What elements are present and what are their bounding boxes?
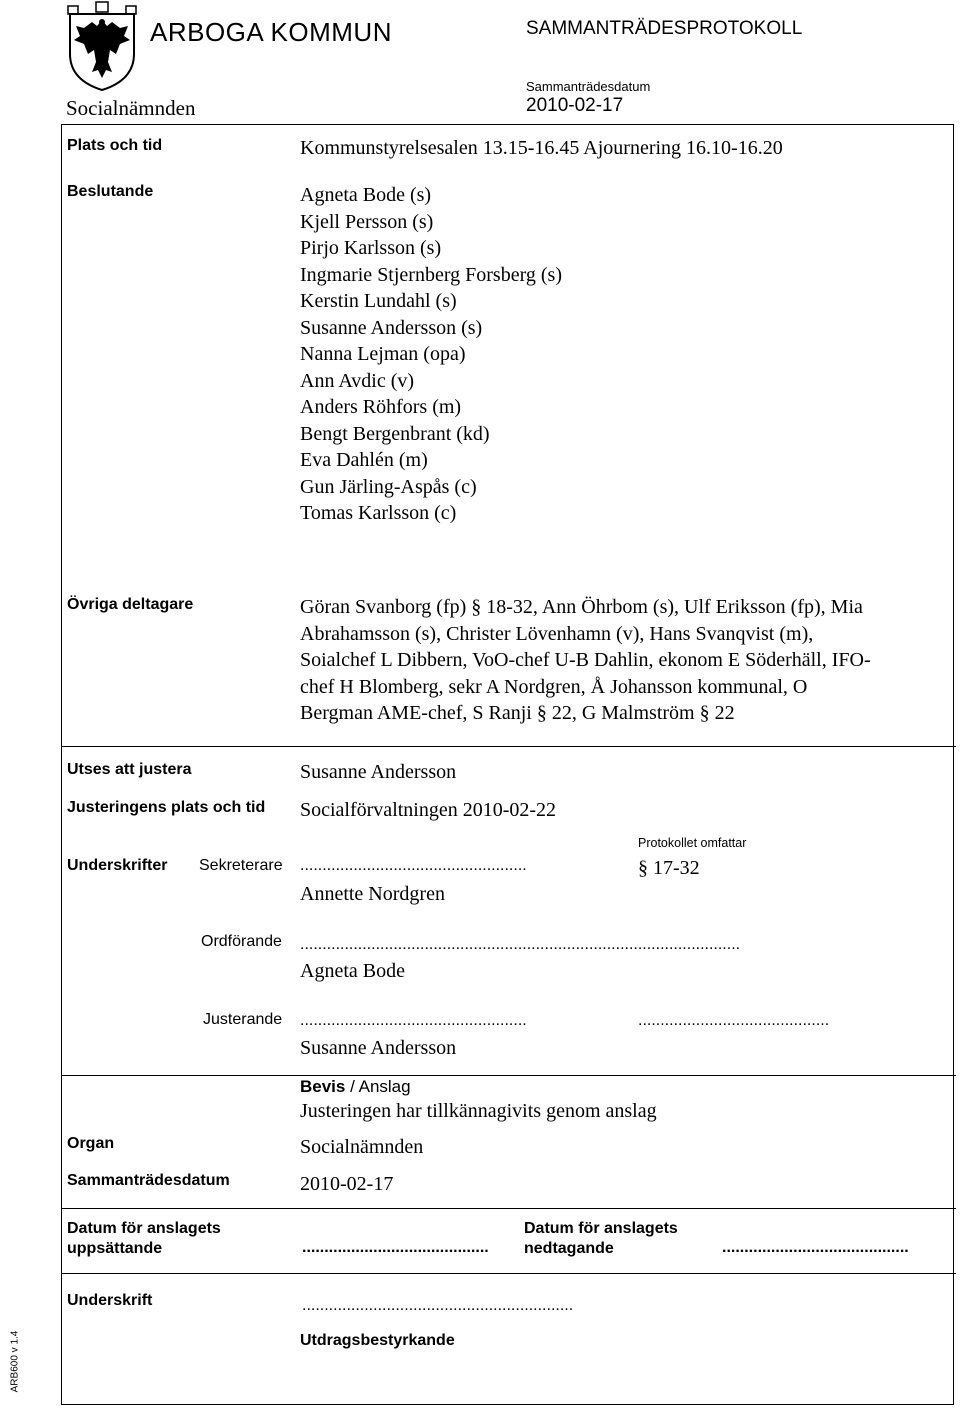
adjuster-label: Justerande — [203, 1011, 283, 1028]
member-item: Nanna Lejman (opa) — [300, 343, 466, 365]
removal-date-label-line: nedtagande — [524, 1240, 614, 1257]
removal-date-label — [524, 1219, 678, 1259]
secretary-name: Annette Nordgren — [300, 883, 445, 905]
removal-date-label-line: Datum för anslagets — [524, 1220, 678, 1237]
member-item: Tomas Karlsson (c) — [300, 502, 457, 524]
member-item: Pirjo Karlsson (s) — [300, 237, 442, 259]
municipal-coat-of-arms — [66, 0, 138, 92]
member-item: Susanne Andersson (s) — [300, 316, 483, 339]
secretary-label: Sekreterare — [199, 857, 283, 874]
section-divider — [61, 1075, 956, 1076]
place-time-label: Plats och tid — [67, 137, 163, 154]
chair-signature-line: ................................................................................................... — [300, 936, 741, 953]
section-divider — [61, 746, 956, 747]
participants-line: Göran Svanborg (fp) § 18-32, Ann Öhrbom (s), Ulf Eriksson (fp), Mia — [300, 596, 863, 618]
chair-name: Agneta Bode — [300, 960, 405, 982]
second-adjuster-signature-line: ........................................... — [638, 1012, 830, 1029]
member-item: Bengt Bergenbrant (kd) — [300, 422, 490, 445]
notice-date: 2010-02-17 — [300, 1173, 394, 1195]
secretary-signature-line: ................................................... — [300, 857, 527, 874]
chair-label: Ordförande — [201, 933, 282, 950]
participants-line: Abrahamsson (s), Christer Lövenhamn (v), Hans Svanqvist (m), — [300, 622, 814, 645]
member-item: Kerstin Lundahl (s) — [300, 290, 457, 312]
notice-date-label: Sammanträdesdatum — [67, 1172, 230, 1189]
adjust-place: Socialförvaltningen 2010-02-22 — [300, 799, 557, 821]
member-item: Anders Röhfors (m) — [300, 396, 462, 418]
members-list — [300, 182, 562, 527]
members-label: Beslutande — [67, 183, 154, 200]
member-item: Eva Dahlén (m) — [300, 449, 428, 471]
posting-date-label-line: uppsättande — [67, 1240, 163, 1257]
posting-date-label-line: Datum för anslagets — [67, 1220, 221, 1237]
adjuster-signature-line: ................................................... — [300, 1012, 527, 1029]
place-time: Kommunstyrelsesalen 13.15-16.45 Ajournering 16.10-16.20 — [300, 137, 783, 159]
form-code: ARB600 v 1.4 — [9, 1330, 21, 1393]
municipality-name: ARBOGA KOMMUN — [150, 17, 392, 47]
signature-line: ............................................................. — [302, 1297, 574, 1314]
extract-certification-label: Utdragsbestyrkande — [300, 1332, 455, 1349]
member-item: Ingmarie Stjernberg Forsberg (s) — [300, 263, 562, 286]
meeting-date-label: Sammanträdesdatum — [526, 79, 651, 94]
protocol-covers-label: Protokollet omfattar — [638, 836, 747, 850]
member-item: Gun Järling-Aspås (c) — [300, 475, 477, 498]
document-type: SAMMANTRÄDESPROTOKOLL — [526, 18, 803, 39]
organ-label: Organ — [67, 1135, 115, 1152]
notice-subtitle: Justeringen har tillkännagivits genom anslag — [300, 1100, 657, 1122]
other-participants — [300, 594, 871, 727]
notice-title-rest: / Anslag — [345, 1077, 411, 1096]
adjust-label: Utses att justera — [67, 761, 192, 778]
adjuster-signature-name: Susanne Andersson — [300, 1037, 457, 1059]
participants-line: chef H Blomberg, sekr A Nordgren, Å Johansson kommunal, O — [300, 675, 808, 698]
signatures-label: Underskrifter — [67, 857, 168, 874]
section-divider — [61, 1273, 956, 1274]
removal-date-line: .......................................... — [722, 1239, 909, 1256]
section-divider — [61, 1208, 956, 1209]
member-item: Agneta Bode (s) — [300, 184, 432, 206]
adjust-place-label: Justeringens plats och tid — [67, 799, 266, 816]
notice-title-bold: Bevis — [300, 1077, 346, 1096]
member-item: Kjell Persson (s) — [300, 210, 434, 233]
signature-label: Underskrift — [67, 1292, 153, 1309]
member-item: Ann Avdic (v) — [300, 369, 415, 392]
participants-line: Bergman AME-chef, S Ranji § 22, G Malmström § 22 — [300, 702, 735, 724]
committee-name: Socialnämnden — [66, 96, 196, 120]
posting-date-line: .......................................... — [302, 1239, 489, 1256]
adjuster-name: Susanne Andersson — [300, 761, 457, 783]
meeting-date: 2010-02-17 — [526, 95, 624, 116]
organ-value: Socialnämnden — [300, 1136, 424, 1158]
participants-line: Soialchef L Dibbern, VoO-chef U-B Dahlin, ekonom E Söderhäll, IFO- — [300, 649, 871, 671]
other-participants-label: Övriga deltagare — [67, 596, 194, 613]
protocol-covers-value: § 17-32 — [638, 857, 700, 879]
posting-date-label — [67, 1219, 221, 1259]
notice-title — [300, 1077, 411, 1097]
